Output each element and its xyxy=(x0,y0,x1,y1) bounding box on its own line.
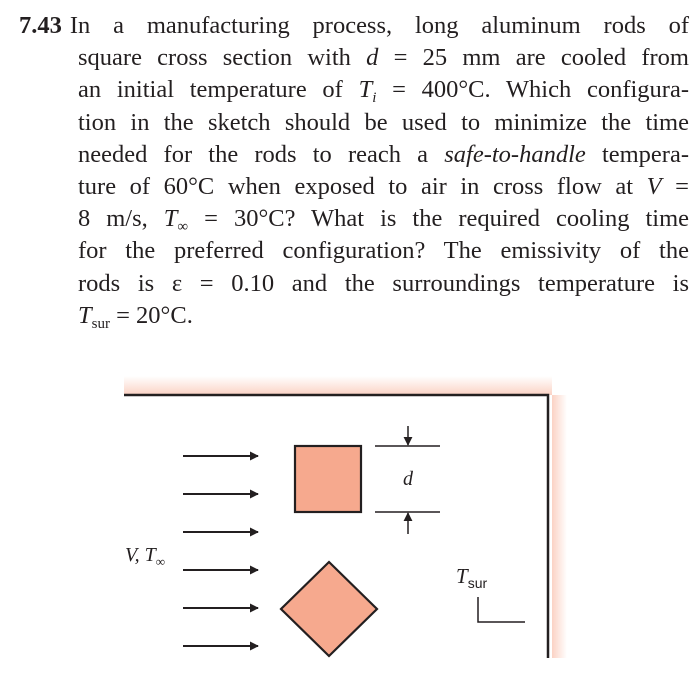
enclosure-glow-top xyxy=(124,376,552,395)
problem-line-10: $T_{sur} = 20^\circ C$. xyxy=(78,301,193,332)
problem-statement xyxy=(19,10,689,332)
problem-line-1: 7.43 In a manufacturing process, long aluminum rods of xyxy=(19,12,689,39)
problem-line-6: ture of 60°C when exposed to air in cross flow at V = xyxy=(78,172,689,200)
air-flow-arrows xyxy=(183,456,258,646)
problem-line-8: for the preferred configuration? The emissivity of the xyxy=(78,237,689,265)
problem-line-9: rods is ε = 0.10 and the surroundings temperature is xyxy=(78,269,689,297)
flow-label: V, $T_\infty$ xyxy=(125,544,166,569)
problem-line-5: needed for the rods to reach a safe-to-handle tempera- xyxy=(78,140,689,168)
square-rod-diagonal xyxy=(281,562,377,656)
problem-line-7: 8 m/s, $T_\infty = 30^\circ C$? What is the required cooling time xyxy=(78,205,689,236)
enclosure-glow-right xyxy=(552,395,567,658)
rod-configuration-sketch xyxy=(0,360,700,700)
problem-number: 7.43 xyxy=(19,12,62,39)
surroundings-label: $T_{sur}$ xyxy=(456,564,488,591)
problem-line-3: an initial temperature of $T_i = 400^\circ C$. Which configura- xyxy=(78,76,689,107)
surroundings-leader xyxy=(478,597,525,622)
problem-line-4: tion in the sketch should be used to minimize the time xyxy=(78,108,689,136)
problem-line-2: square cross section with d = 25 mm are cooled from xyxy=(78,44,689,72)
dimension-label: d xyxy=(403,468,413,490)
square-rod-flat xyxy=(295,446,361,512)
